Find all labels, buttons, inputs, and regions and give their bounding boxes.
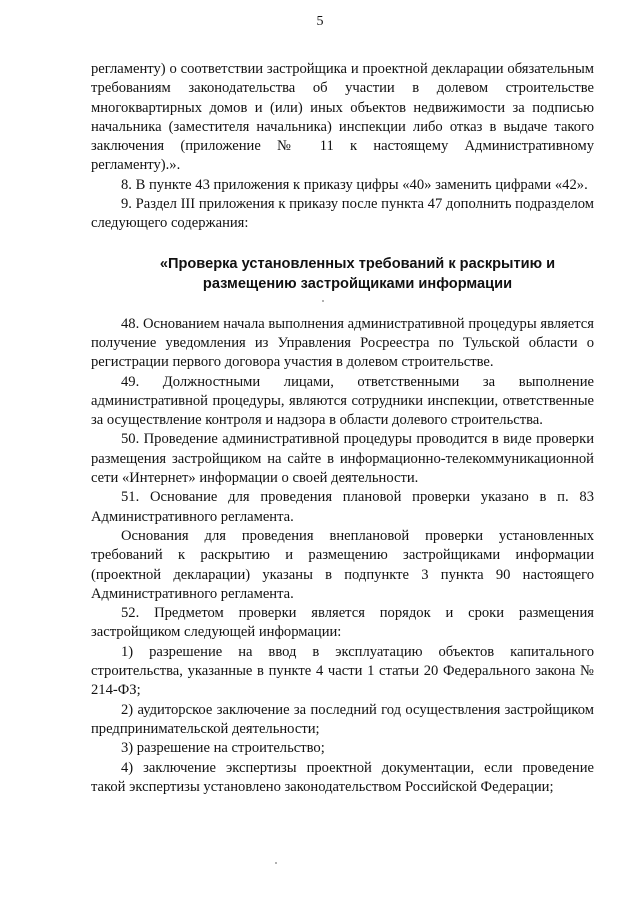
list-item-2: 2) аудиторское заключение за последний год осуществления застройщиком предпринимательской деятельности; xyxy=(91,701,594,737)
scan-speck xyxy=(275,862,277,864)
paragraph-unscheduled-grounds: Основания для проведения внеплановой проверки установленных требований к раскрытию и размещению застройщиками информации (проектной декларации) указаны в подпункте 3 пункта 90 настоящего Административного регламента. xyxy=(91,527,594,602)
paragraph-item-49: 49. Должностными лицами, ответственными за выполнение административной процедуры, являются сотрудники инспекции, ответственные за осуществление контроля и надзора в области долевого строительства. xyxy=(91,373,594,429)
paragraph-item-52: 52. Предметом проверки является порядок и сроки размещения застройщиком следующей информации: xyxy=(91,605,594,641)
paragraph-regulation-continuation: регламенту) о соответствии застройщика и проектной декларации обязательным требованиям законодательства об участии в долевом строительстве многоквартирных домов и (или) иных объектов недвижимости за подписью начальника (заместителя начальника) инспекции либо отказ в выдаче такого заключения (приложение № 11 к настоящему Административному регламенту).». xyxy=(91,61,594,174)
list-item-1: 1) разрешение на ввод в эксплуатацию объектов капитального строительства, указанные в пункте 4 части 1 статьи 20 Федерального закона № 214-ФЗ; xyxy=(91,643,594,699)
paragraph-item-51: 51. Основание для проведения плановой проверки указано в п. 83 Административного регламента. xyxy=(91,489,594,525)
page-number: 5 xyxy=(316,14,324,29)
paragraph-item-50: 50. Проведение административной процедуры проводится в виде проверки размещения застройщиком на сайте в информационно-телекоммуникационной сети «Интернет» информации о своей деятельности. xyxy=(91,431,594,487)
list-item-4: 4) заключение экспертизы проектной документации, если проведение такой экспертизы установлено законодательством Российской Федерации; xyxy=(91,759,594,795)
paragraph-item-8: 8. В пункте 43 приложения к приказу цифры «40» заменить цифрами «42». xyxy=(121,176,588,193)
document-body xyxy=(91,60,594,797)
section-heading: «Проверка установленных требований к раскрытию и размещению застройщиками информации xyxy=(159,255,556,292)
paragraph-item-48: 48. Основанием начала выполнения административной процедуры является получение уведомления из Управления Росреестра по Тульской области о регистрации первого договора участия в долевом строительстве. xyxy=(91,315,594,371)
list-item-3: 3) разрешение на строительство; xyxy=(121,740,325,757)
scan-speck xyxy=(322,300,324,302)
paragraph-item-9: 9. Раздел III приложения к приказу после пункта 47 дополнить подразделом следующего содержания: xyxy=(91,196,594,232)
